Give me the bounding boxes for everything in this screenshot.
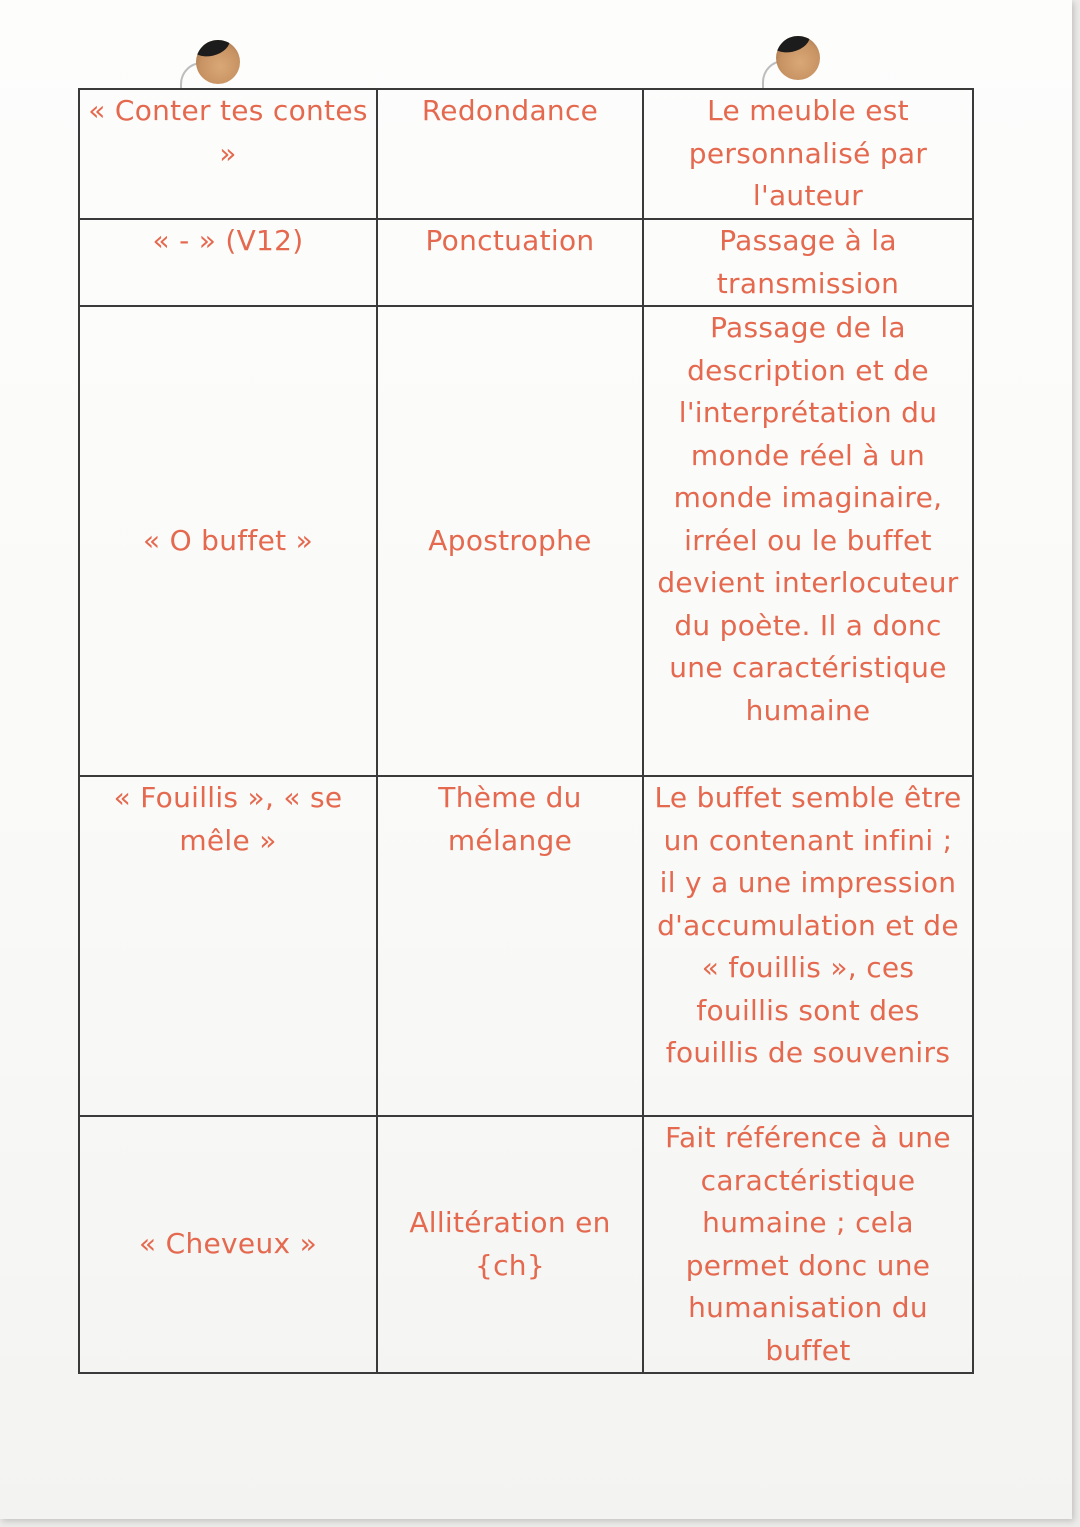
analysis-table: [78, 88, 974, 1374]
quote-cell: « - » (V12): [79, 219, 377, 306]
quote-cell: « O buffet »: [79, 306, 377, 776]
interpretation-cell: Le buffet semble être un contenant infini ; il y a une impression d'accumulation et de « fouillis », ces fouillis sont des fouillis de souvenirs: [643, 776, 973, 1116]
device-cell: Redondance: [377, 89, 643, 219]
punch-hole-right: [776, 36, 820, 80]
punch-hole-left: [196, 40, 240, 84]
device-cell: Ponctuation: [377, 219, 643, 306]
quote-cell: « Fouillis », « se mêle »: [79, 776, 377, 1116]
device-cell: Thème du mélange: [377, 776, 643, 1116]
interpretation-cell: Fait référence à une caractéristique humaine ; cela permet donc une humanisation du buffet: [643, 1116, 973, 1373]
table-row: [79, 89, 973, 219]
table-row: [79, 219, 973, 306]
device-cell: Allitération en {ch}: [377, 1116, 643, 1373]
table-row: [79, 306, 973, 776]
table-row: [79, 1116, 973, 1373]
interpretation-cell: Passage de la description et de l'interprétation du monde réel à un monde imaginaire, irréel ou le buffet devient interlocuteur du poète. Il a donc une caractéristique humaine: [643, 306, 973, 776]
quote-cell: « Conter tes contes »: [79, 89, 377, 219]
table-row: [79, 776, 973, 1116]
interpretation-cell: Passage à la transmission: [643, 219, 973, 306]
interpretation-cell: Le meuble est personnalisé par l'auteur: [643, 89, 973, 219]
device-cell: Apostrophe: [377, 306, 643, 776]
quote-cell: « Cheveux »: [79, 1116, 377, 1373]
